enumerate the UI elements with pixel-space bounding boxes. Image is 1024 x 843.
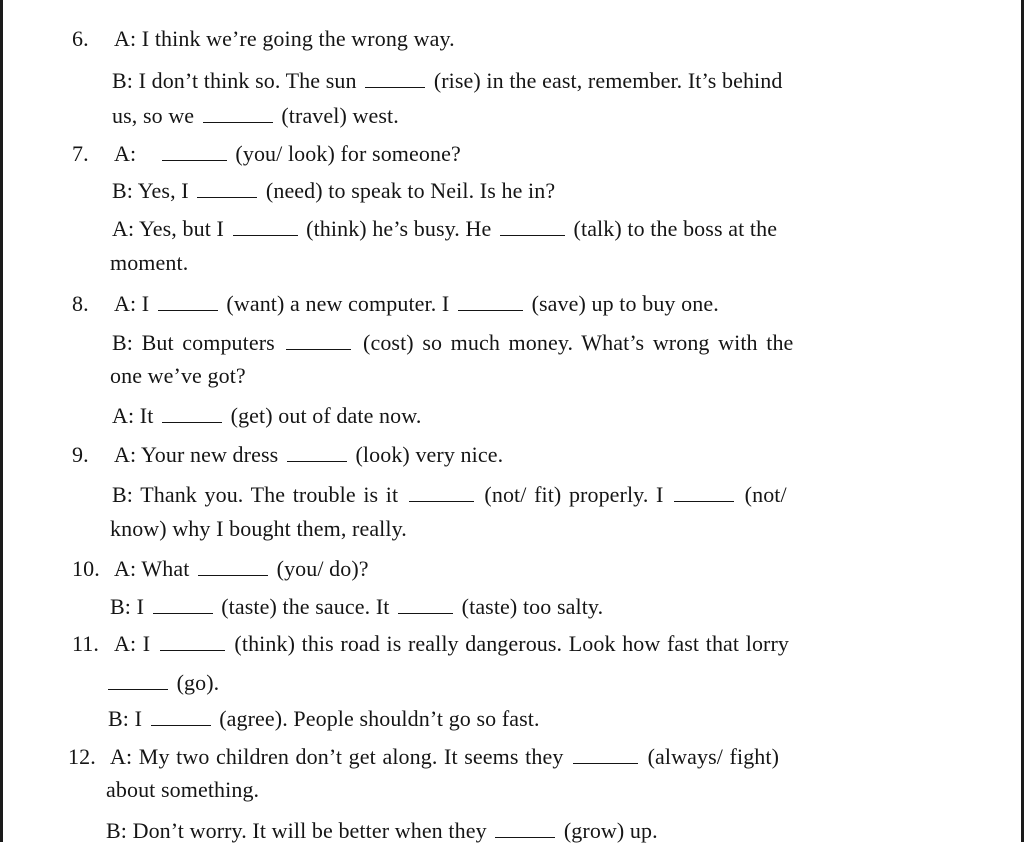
text-segment: A: I think we’re going the wrong way. (114, 26, 455, 51)
text-segment: B: But computers (112, 329, 284, 355)
text-segment: (you/ do)? (271, 555, 369, 581)
exercise-6-line-3 (112, 102, 399, 127)
text-segment: (think) he’s busy. He (300, 215, 497, 241)
answer-blank[interactable] (151, 705, 211, 726)
answer-blank[interactable] (158, 290, 218, 311)
text-segment: (you/ look) for someone? (229, 140, 461, 166)
exercise-8-line-4 (112, 402, 421, 427)
text-segment: B: Don’t worry. It will be better when they (106, 817, 493, 843)
text-segment: 7. (72, 140, 89, 166)
text-segment: 11. (72, 630, 99, 656)
text-segment: (talk) to the boss at the (567, 215, 778, 241)
exercise-6-line-2 (112, 67, 782, 92)
text-segment: A: Your new dress (114, 441, 284, 467)
exercise-12-line-3 (106, 817, 658, 842)
text-segment: moment. (110, 250, 189, 275)
text-segment: (grow) up. (558, 817, 658, 843)
text-segment: about something. (106, 777, 260, 802)
answer-blank[interactable] (458, 290, 523, 311)
answer-blank[interactable] (197, 177, 257, 198)
answer-blank[interactable] (198, 555, 268, 576)
text-segment: A: It (112, 402, 160, 428)
text-segment: A: (114, 140, 142, 166)
exercise-7-line-2 (112, 177, 555, 202)
answer-blank[interactable] (500, 215, 565, 236)
text-segment: (want) a new computer. I (220, 290, 455, 316)
text-segment: (always/ fight) (641, 743, 780, 769)
text-segment: (need) to speak to Neil. Is he in? (260, 177, 556, 203)
exercise-8-line-2 (112, 329, 793, 354)
text-segment: A: I (114, 630, 157, 656)
text-segment: (travel) west. (275, 102, 399, 128)
text-segment: (think) this road is really dangerous. Look how fast that lorry (227, 630, 789, 656)
exercise-9-line-2 (112, 481, 787, 506)
exercise-10-line-1 (72, 555, 369, 580)
text-segment: (rise) in the east, remember. It’s behind (428, 67, 783, 93)
text-segment: (taste) the sauce. It (215, 593, 396, 619)
answer-blank[interactable] (287, 441, 347, 462)
exercise-6-line-1 (72, 28, 455, 50)
answer-blank[interactable] (409, 481, 474, 502)
exercise-12-line-2 (106, 779, 259, 801)
answer-blank[interactable] (286, 329, 351, 350)
exercise-9-line-1 (72, 441, 503, 466)
exercise-7-line-4 (110, 252, 188, 274)
text-segment: (agree). People shouldn’t go so fast. (213, 705, 540, 731)
text-segment: (save) up to buy one. (525, 290, 719, 316)
answer-blank[interactable] (162, 402, 222, 423)
text-segment: B: Yes, I (112, 177, 195, 203)
exercise-8-line-1 (72, 290, 719, 315)
answer-blank[interactable] (398, 593, 453, 614)
text-segment: (look) very nice. (349, 441, 504, 467)
text-segment: 10. (72, 555, 100, 581)
answer-blank[interactable] (365, 67, 425, 88)
text-segment: (go). (171, 669, 220, 695)
exercise-11-line-1 (72, 630, 789, 655)
text-segment: (taste) too salty. (456, 593, 604, 619)
answer-blank[interactable] (153, 593, 213, 614)
exercise-7-line-1 (72, 140, 461, 165)
text-segment: us, so we (112, 102, 200, 128)
text-segment: 9. (72, 441, 89, 467)
text-segment: B: I don’t think so. The sun (112, 67, 363, 93)
text-segment: (not/ fit) properly. I (476, 481, 672, 507)
exercise-11-line-2 (108, 669, 219, 694)
text-segment: (get) out of date now. (225, 402, 422, 428)
text-segment: 8. (72, 290, 89, 316)
text-segment: know) why I bought them, really. (110, 516, 407, 541)
answer-blank[interactable] (233, 215, 298, 236)
text-segment: A: Yes, but I (112, 215, 230, 241)
exercise-11-line-3 (108, 705, 540, 730)
exercise-12-line-1 (68, 743, 779, 768)
text-segment: B: Thank you. The trouble is it (112, 481, 406, 507)
text-segment: one we’ve got? (110, 363, 246, 388)
text-segment: (not/ (737, 481, 787, 507)
exercise-7-line-3 (112, 215, 777, 240)
answer-blank[interactable] (495, 817, 555, 838)
text-segment: B: I (110, 593, 150, 619)
exercise-8-line-3 (110, 365, 246, 387)
answer-blank[interactable] (573, 743, 638, 764)
exercise-10-line-2 (110, 593, 603, 618)
answer-blank[interactable] (674, 481, 734, 502)
text-segment: A: I (114, 290, 155, 316)
exercise-9-line-3 (110, 518, 407, 540)
answer-blank[interactable] (160, 630, 225, 651)
answer-blank[interactable] (162, 140, 227, 161)
answer-blank[interactable] (108, 669, 168, 690)
text-segment: (cost) so much money. What’s wrong with the (354, 329, 794, 355)
text-segment: 12. (68, 743, 96, 769)
answer-blank[interactable] (203, 102, 273, 123)
text-segment: B: I (108, 705, 148, 731)
exercise-number: 6. (72, 26, 89, 51)
text-segment: A: My two children don’t get along. It seems they (110, 743, 571, 769)
text-segment: A: What (114, 555, 196, 581)
